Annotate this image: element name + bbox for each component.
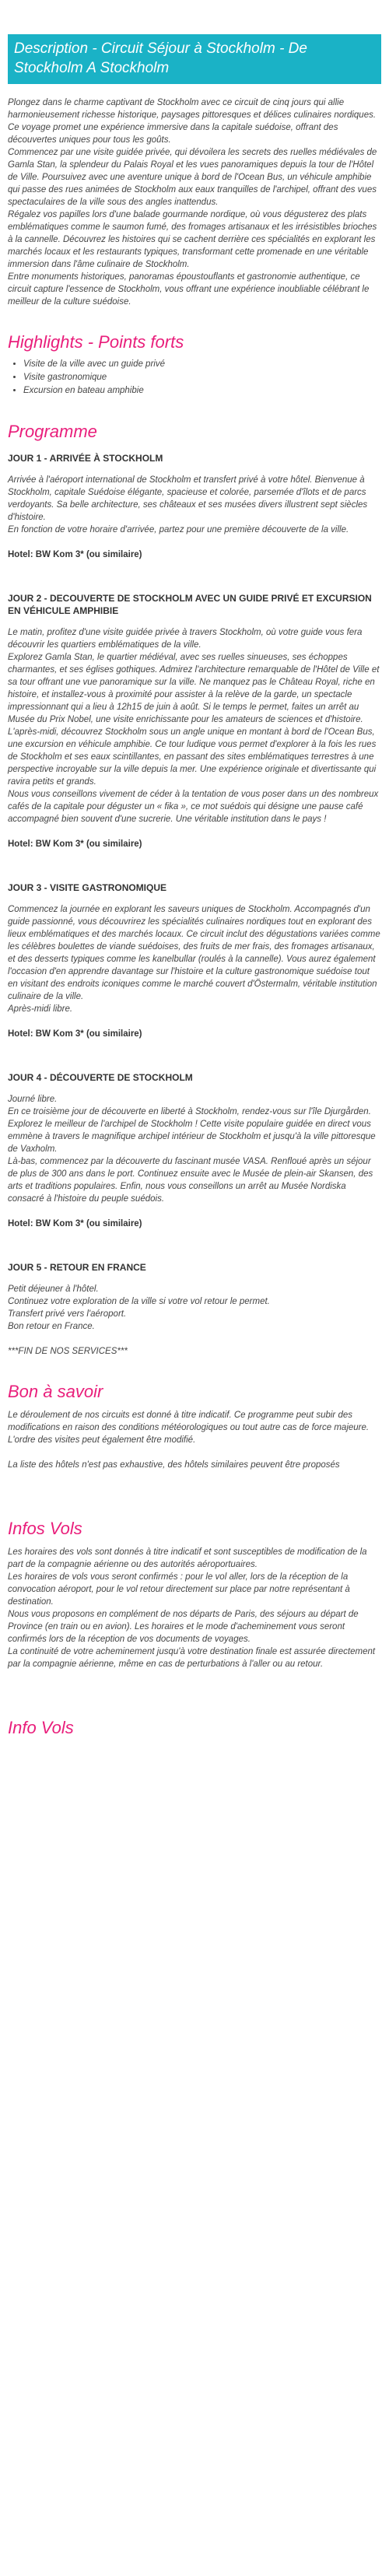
infos-vols-section — [0, 1518, 389, 1670]
intro-section — [0, 96, 389, 308]
info-paragraph: Les horaires des vols sont donnés à titre indicatif et sont susceptibles de modification de la part de la compagnie aérienne ou des autorités aéroportuaires. — [8, 1547, 367, 1569]
day-paragraph: Après-midi libre. — [8, 1004, 73, 1014]
intro-paragraph: Plongez dans le charme captivant de Stockholm avec ce circuit de cinq jours qui allie harmonieusement richesse historique, paysages pittoresques et délices culinaires nordiques. Ce voyage promet une expérience immersive dans la capitale suédoise, offrant des découvertes uniques pour tous les goûts. — [8, 98, 377, 145]
day-paragraph: Petit déjeuner à l'hôtel. — [8, 1284, 99, 1294]
list-item: • Visite de la ville avec un guide privé — [23, 358, 381, 371]
intro-paragraph: Commencez par une visite guidée privée, qui dévoilera les secrets des ruelles médiévales de Gamla Stan, la splendeur du Palais Royal et les vues panoramiques depuis la tour de l'Hôtel de Ville. Poursuivez avec une aventure unique à bord de l'Ocean Bus, un véhicule amphibie qui passe des rues animées de Stockholm aux eaux tranquilles de l'archipel, offrant des vues spectaculaires de la ville sous des angles inattendus. — [8, 148, 377, 207]
day-title: JOUR 3 - VISITE GASTRONOMIQUE — [8, 882, 167, 893]
highlights-list — [23, 358, 381, 398]
day-paragraph: Le matin, profitez d'une visite guidée privée à travers Stockholm, où votre guide vous fera découvrir les quartiers emblématiques de la ville. — [8, 628, 363, 650]
day-paragraph: Journé libre. — [8, 1095, 58, 1104]
day-paragraph: En ce troisième jour de découverte en liberté à Stockholm, rendez-vous sur l'île Djurgården. — [8, 1107, 371, 1116]
list-item: • Visite gastronomique — [23, 371, 381, 384]
bon-a-savoir-heading: Bon à savoir — [8, 1382, 103, 1401]
info-paragraph: Nous vous proposons en complément de nos départs de Paris, des séjours au départ de Province (en train ou en avion). Les horaires et le mode d'acheminement vous seront confirmés lors de la réception de vos documents de voyages. — [8, 1610, 359, 1644]
day-paragraph: Explorez Gamla Stan, le quartier médiéval, avec ses ruelles sinueuses, ses échoppes charmantes, et ses églises gothiques. Admirez l'architecture remarquable de l'Hôtel de Ville et sa tour offrant une vue panoramique sur la ville. Ne manquez pas le Château Royal, riche en histoire, et installez-vous à proximité pour assister à la relève de la garde, un spectacle impressionnant qui a lieu à 12h15 de juin à août. Si le temps le permet, faites un arrêt au Musée du Prix Nobel, une visite enrichissante pour les amateurs de sciences et d'histoire. — [8, 653, 380, 724]
info-paragraph: La continuité de votre acheminement jusqu'à votre destination finale est assurée directement par la compagnie aérienne, même en cas de perturbations à l'aller ou au retour. — [8, 1647, 376, 1669]
bon-a-savoir-section — [0, 1381, 389, 1471]
day-paragraph: En fonction de votre horaire d'arrivée, partez pour une première découverte de la ville. — [8, 525, 349, 534]
day-paragraph: Commencez la journée en explorant les saveurs uniques de Stockholm. Accompagnés d'un guide passionné, vous découvrirez les spécialités culinaires nordiques tout en explorant des lieux emblématiques et des marchés locaux. Ce circuit inclut des dégustations variées comme les célèbres boulettes de viande suédoises, des fruits de mer frais, des fromages artisanaux, et des desserts typiques comme les kanelbullar (roulés à la cannelle). Vous aurez également l'occasion d'en apprendre davantage sur l'histoire et la culture gastronomique suédoise tout en visitant des endroits iconiques comme le marché couvert d'Östermalm, véritable institution culinaire de la ville. — [8, 905, 380, 1001]
day-paragraph: Explorez le meilleur de l'archipel de Stockholm ! Cette visite populaire guidée en direct vous emmène à travers le magnifique archipel intérieur de Stockholm et jusqu'à la ville pittoresque de Vaxholm. — [8, 1120, 376, 1154]
day-paragraph: L'après-midi, découvrez Stockholm sous un angle unique en montant à bord de l'Ocean Bus, une excursion en véhicule amphibie. Ce tour ludique vous permet d'explorer à la fois les rues de Stockholm et ses eaux scintillantes, en passant des sites emblématiques terrestres à une perspective incroyable sur la ville depuis la mer. Une expérience originale et divertissante qui ravira petits et grands. — [8, 727, 377, 787]
hotel-label: Hotel: BW Kom 3* (ou similaire) — [8, 1029, 142, 1039]
day-paragraph: Transfert privé vers l'aéroport. — [8, 1309, 127, 1319]
day-paragraph: Arrivée à l'aéroport international de Stockholm et transfert privé à votre hôtel. Bienvenue à Stockholm, capitale Suédoise élégante, spacieuse et colorée, parsemée d'îlots et de parcs verdoyants. Sa belle architecture, ses châteaux et ses musées divers illustrent sept siècles d'histoire. — [8, 475, 368, 522]
day-title: JOUR 1 - ARRIVÉE À STOCKHOLM — [8, 453, 163, 464]
info-paragraph: Les horaires de vols vous seront confirmés : pour le vol aller, lors de la réception de la convocation aéroport, pour le vol retour directement sur place par notre représentant à destination. — [8, 1572, 350, 1607]
infos-vols-heading: Infos Vols — [8, 1519, 82, 1538]
list-item: • Excursion en bateau amphibie — [23, 384, 381, 398]
hotel-label: Hotel: BW Kom 3* (ou similaire) — [8, 550, 142, 559]
day-title: JOUR 4 - DÉCOUVERTE DE STOCKHOLM — [8, 1072, 193, 1083]
info-paragraph: Le déroulement de nos circuits est donné à titre indicatif. Ce programme peut subir des modifications en raison des conditions météorologiques ou tout autre cas de force majeure. L'ordre des visites peut également être modifié. — [8, 1411, 370, 1445]
hotel-label: Hotel: BW Kom 3* (ou similaire) — [8, 1219, 142, 1228]
intro-paragraph: Régalez vos papilles lors d'une balade gourmande nordique, où vous dégusterez des plats emblématiques comme le saumon fumé, des fromages artisanaux et les irrésistibles brioches à la cannelle. Découvrez les histoires qui se cachent derrière ces spécialités en explorant les marchés locaux et les restaurants typiques, transformant cette promenade en une véritable immersion dans l'âme culinaire de Stockholm. — [8, 210, 377, 269]
highlights-heading: Highlights - Points forts — [8, 332, 184, 352]
day-title: JOUR 5 - RETOUR EN FRANCE — [8, 1262, 146, 1273]
intro-paragraph: Entre monuments historiques, panoramas époustouflants et gastronomie authentique, ce circuit capture l'essence de Stockholm, vous offrant une expérience inoubliable célébrant le meilleur de la culture suédoise. — [8, 272, 370, 307]
day-paragraph: Là-bas, commencez par la découverte du fascinant musée VASA. Renfloué après un séjour de plus de 300 ans dans le port. Continuez ensuite avec le Musée de plein-air Skansen, des arts et traditions populaires. Enfin, nous vous conseillons un arrêt au Musée Nordiska consacré à l'histoire du peuple suédois. — [8, 1157, 373, 1204]
day-paragraph: Continuez votre exploration de la ville si votre vol retour le permet. — [8, 1297, 270, 1306]
page-title: Description - Circuit Séjour à Stockholm - De Stockholm A Stockholm — [8, 34, 381, 84]
info-vols-section — [0, 1717, 389, 1739]
programme-heading: Programme — [8, 422, 97, 441]
day-paragraph: Nous vous conseillons vivement de céder à la tentation de vous poser dans un des nombreux cafés de la capitale pour déguster un « fika », ce mot suédois qui désigne une pause café accompagné bien souvent d'une sucrerie. Une véritable institution dans le pays ! — [8, 790, 379, 824]
hotel-label: Hotel: BW Kom 3* (ou similaire) — [8, 839, 142, 849]
highlights-section — [0, 331, 389, 398]
end-of-services: ***FIN DE NOS SERVICES*** — [8, 1347, 128, 1356]
day-title: JOUR 2 - DECOUVERTE DE STOCKHOLM AVEC UN GUIDE PRIVÉ ET EXCURSION EN VÉHICULE AMPHIBIE — [8, 593, 372, 616]
programme-section — [0, 421, 389, 1358]
info-paragraph: La liste des hôtels n'est pas exhaustive, des hôtels similaires peuvent être proposés — [8, 1460, 340, 1470]
day-paragraph: Bon retour en France. — [8, 1322, 95, 1331]
info-vols-heading: Info Vols — [8, 1718, 74, 1737]
